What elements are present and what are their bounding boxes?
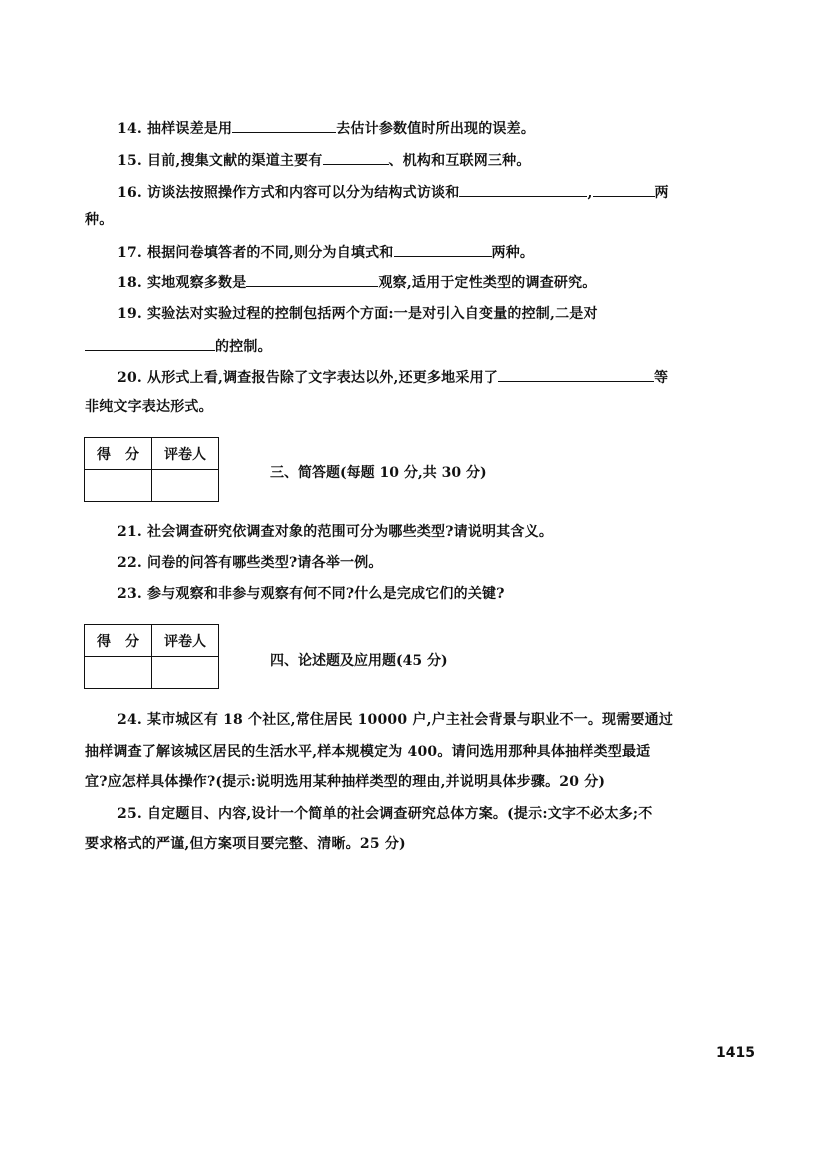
answer-blank[interactable] [394,242,492,257]
grader-header: 评卷人 [152,625,219,657]
question-16 [117,182,669,203]
answer-blank[interactable] [459,182,587,197]
score-table-section-4 [84,624,219,689]
question-18-text-b: 观察,适用于定性类型的调查研究。 [378,275,597,291]
question-24-line-3: 宜?应怎样具体操作?(提示:说明选用某种抽样类型的理由,并说明具体步骤。20 分) [85,774,606,790]
question-24-line-1: 24. 某市城区有 18 个社区,常住居民 10000 户,户主社会背景与职业不一。现需要通过 [117,712,674,728]
question-19: 19. 实验法对实验过程的控制包括两个方面:一是对引入自变量的控制,二是对 [117,306,598,322]
answer-blank[interactable] [85,336,215,351]
score-header: 得 分 [85,625,152,657]
question-15-text-a: 15. 目前,搜集文献的渠道主要有 [117,153,323,169]
question-16-cont: 种。 [85,212,114,228]
question-20 [117,367,668,388]
question-19-cont [85,336,272,357]
answer-blank[interactable] [498,367,654,382]
question-14-text-b: 去估计参数值时所出现的误差。 [336,121,536,137]
question-14 [117,118,535,139]
answer-blank[interactable] [232,118,336,133]
question-17-text-a: 17. 根据问卷填答者的不同,则分为自填式和 [117,245,394,261]
grader-cell[interactable] [152,470,219,502]
score-cell[interactable] [85,470,152,502]
question-15 [117,150,531,171]
question-16-text-a: 16. 访谈法按照操作方式和内容可以分为结构式访谈和 [117,185,460,201]
question-20-text-b: 等 [653,370,669,386]
grader-header: 评卷人 [152,438,219,470]
question-22: 22. 问卷的问答有哪些类型?请各举一例。 [117,555,383,571]
question-24-line-2: 抽样调查了解该城区居民的生活水平,样本规模定为 400。请问选用那种具体抽样类型最适 [85,744,651,760]
score-header: 得 分 [85,438,152,470]
question-17-text-b: 两种。 [491,245,535,261]
question-19-text-b: 的控制。 [215,339,272,355]
answer-blank[interactable] [246,272,378,287]
question-18 [117,272,597,293]
answer-blank[interactable] [323,150,389,165]
page-number: 1415 [716,1045,755,1061]
question-18-text-a: 18. 实地观察多数是 [117,275,247,291]
question-20-text-a: 20. 从形式上看,调查报告除了文字表达以外,还更多地采用了 [117,370,498,386]
grader-cell[interactable] [152,657,219,689]
question-25-line-1: 25. 自定题目、内容,设计一个简单的社会调查研究总体方案。(提示:文字不必太多;不 [117,806,653,822]
question-20-cont: 非纯文字表达形式。 [85,399,213,415]
score-table-section-3 [84,437,219,502]
section-4-title: 四、论述题及应用题(45 分) [270,653,448,669]
score-cell[interactable] [85,657,152,689]
question-15-text-b: 、机构和互联网三种。 [388,153,531,169]
question-16-text-b: 两 [654,185,669,201]
answer-blank[interactable] [593,182,655,197]
question-25-line-2: 要求格式的严谨,但方案项目要完整、清晰。25 分) [85,836,406,852]
question-23: 23. 参与观察和非参与观察有何不同?什么是完成它们的关键? [117,586,505,602]
question-16-separator: , [587,185,593,201]
question-21: 21. 社会调查研究依调查对象的范围可分为哪些类型?请说明其含义。 [117,524,554,540]
question-17 [117,242,534,263]
question-14-text-a: 14. 抽样误差是用 [117,121,233,137]
section-3-title: 三、简答题(每题 10 分,共 30 分) [270,465,487,481]
